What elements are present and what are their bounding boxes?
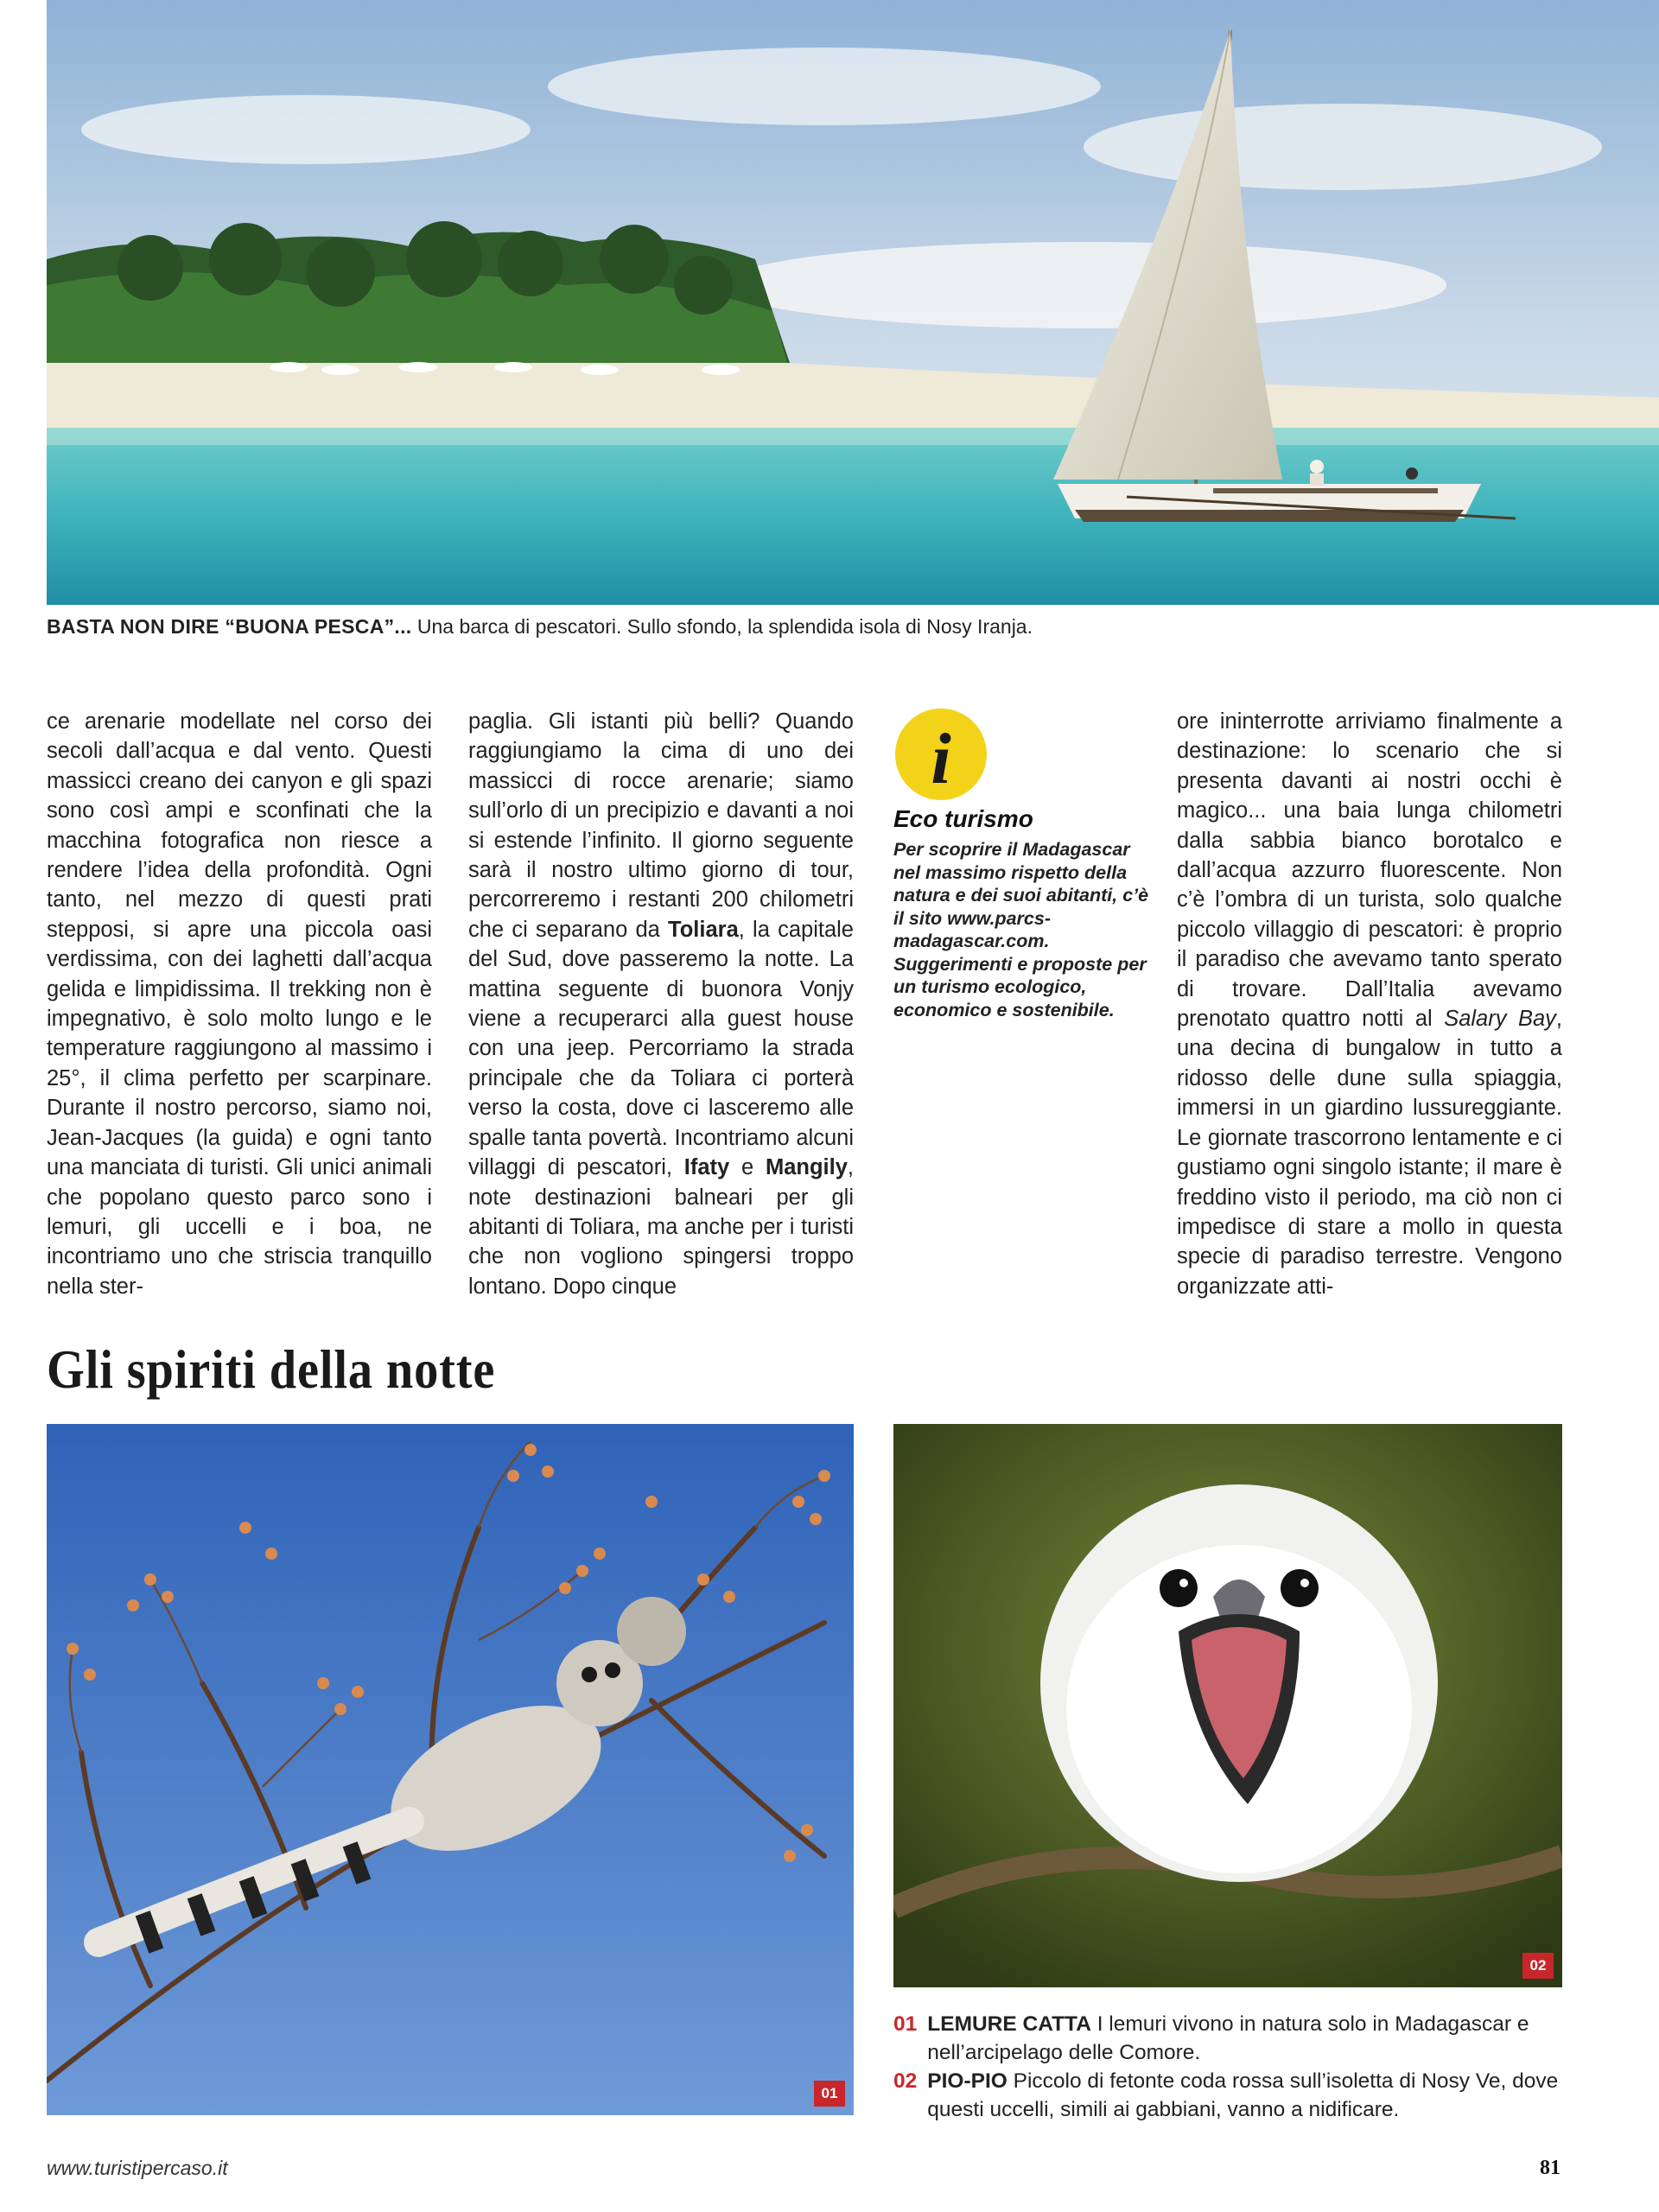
article-column-2 <box>468 707 854 1301</box>
col2-text-a: paglia. Gli istanti più belli? Quando raggiungiamo la cima di uno dei massicci di rocce arenarie; siamo sull’orlo di un precipizio e davanti a noi si estende l’infinito. Il giorno seguente sarà il nostro ultimo giorno di tour, percorreremo i restanti 200 chilometri che ci separano da <box>468 709 854 942</box>
col4-text-a: ore ininterrotte arriviamo finalmente a destinazione: lo scenario che si presenta davanti ai nostri occhi è magico... una baia lunga chilometri dalla sabbia bianco borotalco e dall’acqua azzurro fluorescente. Non c’è l’ombra di un turista, solo qualche piccolo villaggio di pescatori: è proprio il paradiso che avevamo tanto sperato di trovare. Dall’Italia avevamo prenotato quattro notti al <box>1177 709 1562 1032</box>
col4-text-b: , una decina di bungalow in tutto a ridosso delle dune sulla spiaggia, immersi in un giardino lussureggiante. Le giornate trascorrono lentamente e ci gustiamo ogni singolo istante; il mare è freddino visto il periodo, ma ciò non ci impedisce di stare a mollo in questa specie di paradiso terrestre. Vengono organizzate atti- <box>1177 1007 1562 1299</box>
caption-02 <box>893 2067 1573 2124</box>
hero-photo <box>47 0 1659 605</box>
chick-photo <box>893 1424 1562 1987</box>
lemur-photo <box>47 1424 854 2115</box>
info-box <box>893 805 1153 1021</box>
info-box-text: Per scoprire il Madagascar nel massimo rispetto della natura e dei suoi abitanti, c’è il sito www.parcs-madagascar.com. Suggerimenti e proposte per un turismo ecologico, economico e sostenibile. <box>893 839 1149 1020</box>
hero-caption <box>47 615 1637 639</box>
photo-captions <box>893 2010 1573 2124</box>
article-column-1 <box>47 707 432 1301</box>
col2-text-e: e <box>729 1155 766 1180</box>
info-icon-letter: i <box>931 719 951 799</box>
caption-01-label: LEMURE CATTA <box>927 2012 1091 2036</box>
hero-caption-label: BASTA NON DIRE “BUONA PESCA”... <box>47 615 412 638</box>
article-column-2-text <box>468 707 854 1301</box>
photo-02-tag: 02 <box>1522 1953 1554 1979</box>
section-title: Gli spiriti della notte <box>47 1338 496 1400</box>
lemur-photo-illustration <box>47 1424 854 2115</box>
info-icon <box>893 707 988 802</box>
article-column-1-text: ce arenarie modellate nel corso dei secoli dall’acqua e dal vento. Questi massicci creano dei canyon e gli spazi sono così ampi e sconfinati che la macchina fotografica non riesce a rendere l’idea della profondità. Ogni tanto, nel mezzo di questi prati stepposi, si apre una piccola oasi verdissima, con dei laghetti dall’acqua gelida e limpidissima. Il trekking non è impegnativo, è solo molto lungo e le temperature raggiungono al massimo i 25°, il clima perfetto per scarpinare. Durante il nostro percorso, siamo noi, Jean-Jacques (la guida) e ogni tanto una manciata di turisti. Gli unici animali che popolano questo parco sono i lemuri, gli uccelli e i boa, ne incontriamo uno che striscia tranquillo nella ster- <box>47 709 432 1299</box>
col2-text-b: , la capitale del Sud, dove passeremo la notte. La mattina seguente di buonora Vonjy viene a recuperarci alla guest house con una jeep. Percorriamo la strada principale che da Toliara ci porterà verso la costa, dove ci lasceremo alle spalle tanta povertà. Incontriamo alcuni villaggi di pescatori, <box>468 917 854 1180</box>
col2-text-c: , note destinazioni balneari per gli abitanti di Toliara, ma anche per i turisti che non vogliono spingersi troppo lontano. Dopo cinque <box>468 1155 854 1299</box>
chick-photo-illustration <box>893 1424 1562 1987</box>
hero-caption-text: Una barca di pescatori. Sullo sfondo, la splendida isola di Nosy Iranja. <box>411 615 1033 638</box>
caption-01-text: I lemuri vivono in natura solo in Madagascar e nell’arcipelago delle Comore. <box>927 2012 1529 2064</box>
place-ifaty: Ifaty <box>683 1155 730 1180</box>
caption-02-text: Piccolo di fetonte coda rossa sull’isoletta di Nosy Ve, dove questi uccelli, simili ai gabbiani, vanno a nidificare. <box>927 2069 1559 2121</box>
place-mangily: Mangily <box>765 1155 848 1180</box>
caption-01 <box>893 2010 1573 2067</box>
caption-02-num: 02 <box>893 2069 918 2093</box>
place-toliara: Toliara <box>668 917 739 942</box>
page-number: 81 <box>1540 2157 1560 2179</box>
caption-02-label: PIO-PIO <box>927 2069 1007 2093</box>
footer-url: www.turistipercaso.it <box>47 2157 228 2179</box>
hero-photo-illustration <box>47 0 1659 605</box>
info-box-title: Eco turismo <box>893 805 1033 832</box>
photo-01-tag: 01 <box>814 2081 845 2107</box>
caption-01-num: 01 <box>893 2012 918 2036</box>
article-column-3 <box>1177 707 1562 1301</box>
article-column-3-text <box>1177 707 1562 1301</box>
place-salary-bay: Salary Bay <box>1444 1007 1556 1032</box>
